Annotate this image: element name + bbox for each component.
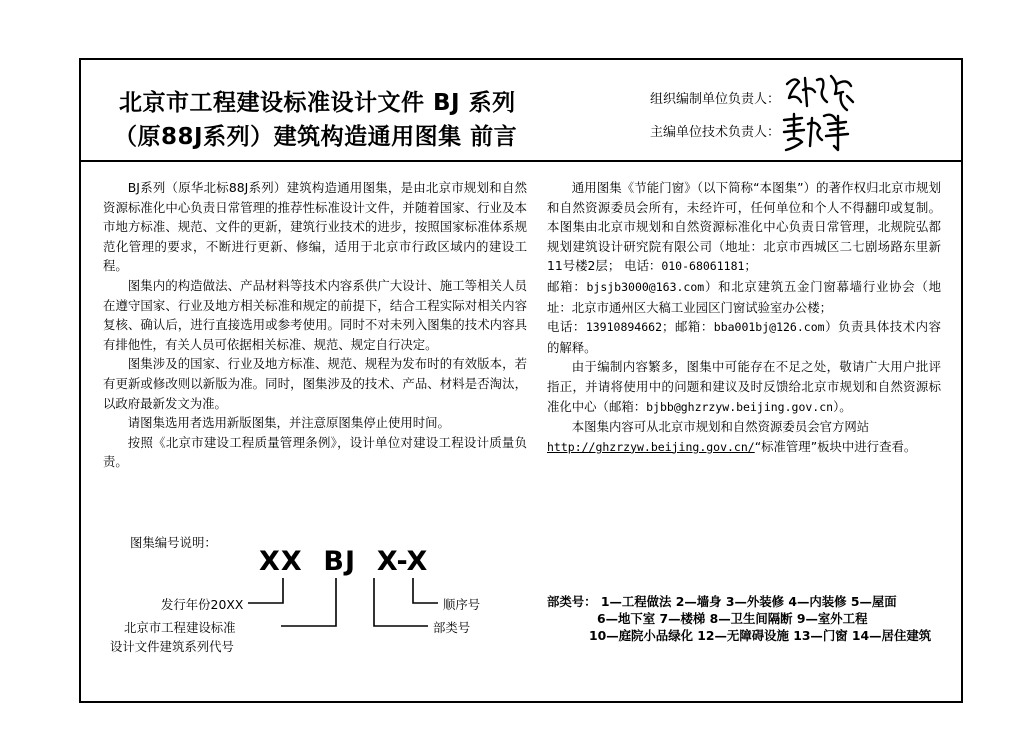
org-responsible-label: 组织编制单位负责人： bbox=[650, 92, 781, 107]
email-2: bba001bj@126.com bbox=[713, 320, 825, 335]
right-paragraph-2: 由于编制内容繁多，图集中可能存在不足之处，敬请广大用户批评指正，并请将使用中的问题和建议及时反馈给北京市规划和自然资源标准化中心（邮箱：bjbb@ghzrzyw.beijing.gov.cn）。 bbox=[547, 359, 941, 414]
website-link[interactable]: http://ghzrzyw.beijing.gov.cn/ bbox=[547, 439, 755, 454]
title-line-1: 北京市工程建设标准设计文件 BJ 系列 bbox=[119, 90, 516, 116]
series-label-2: 设计文件建筑系列代号 bbox=[110, 639, 234, 654]
left-paragraph-4: 请图集选用者选用新版图集，并注意原图集停止使用时间。 bbox=[127, 415, 450, 431]
phone-number-2: 13910894662 bbox=[585, 320, 662, 335]
left-paragraph-3: 图集涉及的国家、行业及地方标准、规范、规程为发布时的有效版本，若有更新或修改则以新版为准。同时，图集涉及的技术、产品、材料是否淘汰，以政府最新发文为准。 bbox=[103, 356, 527, 411]
left-paragraph-2: 图集内的构造做法、产品材料等技术内容系供广大设计、施工等相关人员在遵守国家、行业及地方相关标准和规定的前提下，结合工程实际对相关内容复核、确认后，进行直接选用或参考使用。同时不对未列入图集的技术内容具有排他性，有关人员可依据相关标准、规范、规定自行决定。 bbox=[103, 277, 527, 352]
series-label-1: 北京市工程建设标准 bbox=[124, 620, 236, 635]
left-paragraph-5: 按照《北京市建设工程质量管理条例》，设计单位对建设工程设计质量负责。 bbox=[103, 434, 527, 470]
email-1: bjsjb3000@163.com bbox=[586, 279, 705, 294]
category-list-line-2: 6—地下室 7—楼梯 8—卫生间隔断 9—室外工程 bbox=[597, 611, 868, 626]
category-label: 部类号 bbox=[433, 620, 471, 635]
category-list-line-3: 10—庭院小品绿化 12—无障碍设施 13—门窗 14—居住建筑 bbox=[589, 628, 932, 643]
title-line-2: （原88J系列）建筑构造通用图集 前言 bbox=[114, 124, 518, 150]
left-paragraph-1: BJ系列（原华北标88J系列）建筑构造通用图集，是由北京市规划和自然资源标准化中心负责日常管理的推荐性标准设计文件，并随着国家、行业及本市地方标准、规范、文件的更新，建筑行业技术的进步，按照国家标准体系规范化管理的要求，不断进行更新、修编，适用于北京市行政区域内的建设工程。 bbox=[103, 180, 527, 274]
right-paragraph-1: 通用图集《节能门窗》（以下简称“本图集”）的著作权归北京市规划和自然资源委员会所有，未经许可，任何单位和个人不得翻印或复制。本图集由北京市规划和自然资源标准化中心负责日常管理，北规院弘都规划建筑设计研究院有限公司（地址：北京市西城区二七剧场路东里新11号楼2层； 电话：010-68061181； 邮箱：bjsjb3000@163.com）和北京建筑五金门窗幕墙行业协会（地址：北京市通州区大稿工业园区门窗试验室办公楼； 电话：13910894662；邮箱：bba001bj@126.com）负责具体技术内容的解释。 bbox=[547, 180, 942, 355]
sequence-label: 顺序号 bbox=[443, 597, 481, 612]
category-list-line-1: 部类号： 1—工程做法 2—墙身 3—外装修 4—内装修 5—屋面 bbox=[547, 594, 897, 609]
tech-responsible-label: 主编单位技术负责人： bbox=[650, 125, 781, 140]
right-paragraph-3: 本图集内容可从北京市规划和自然资源委员会官方网站 http://ghzrzyw.beijing.gov.cn/“标准管理”板块中进行查看。 bbox=[547, 419, 917, 454]
numbering-heading: 图集编号说明： bbox=[130, 535, 217, 550]
year-label: 发行年份20XX bbox=[161, 597, 244, 612]
email-3: bjbb@ghzrzyw.beijing.gov.cn bbox=[646, 399, 834, 414]
phone-number-1: 010-68061181 bbox=[661, 259, 745, 274]
numbering-code: XX BJ X-X bbox=[259, 546, 429, 577]
